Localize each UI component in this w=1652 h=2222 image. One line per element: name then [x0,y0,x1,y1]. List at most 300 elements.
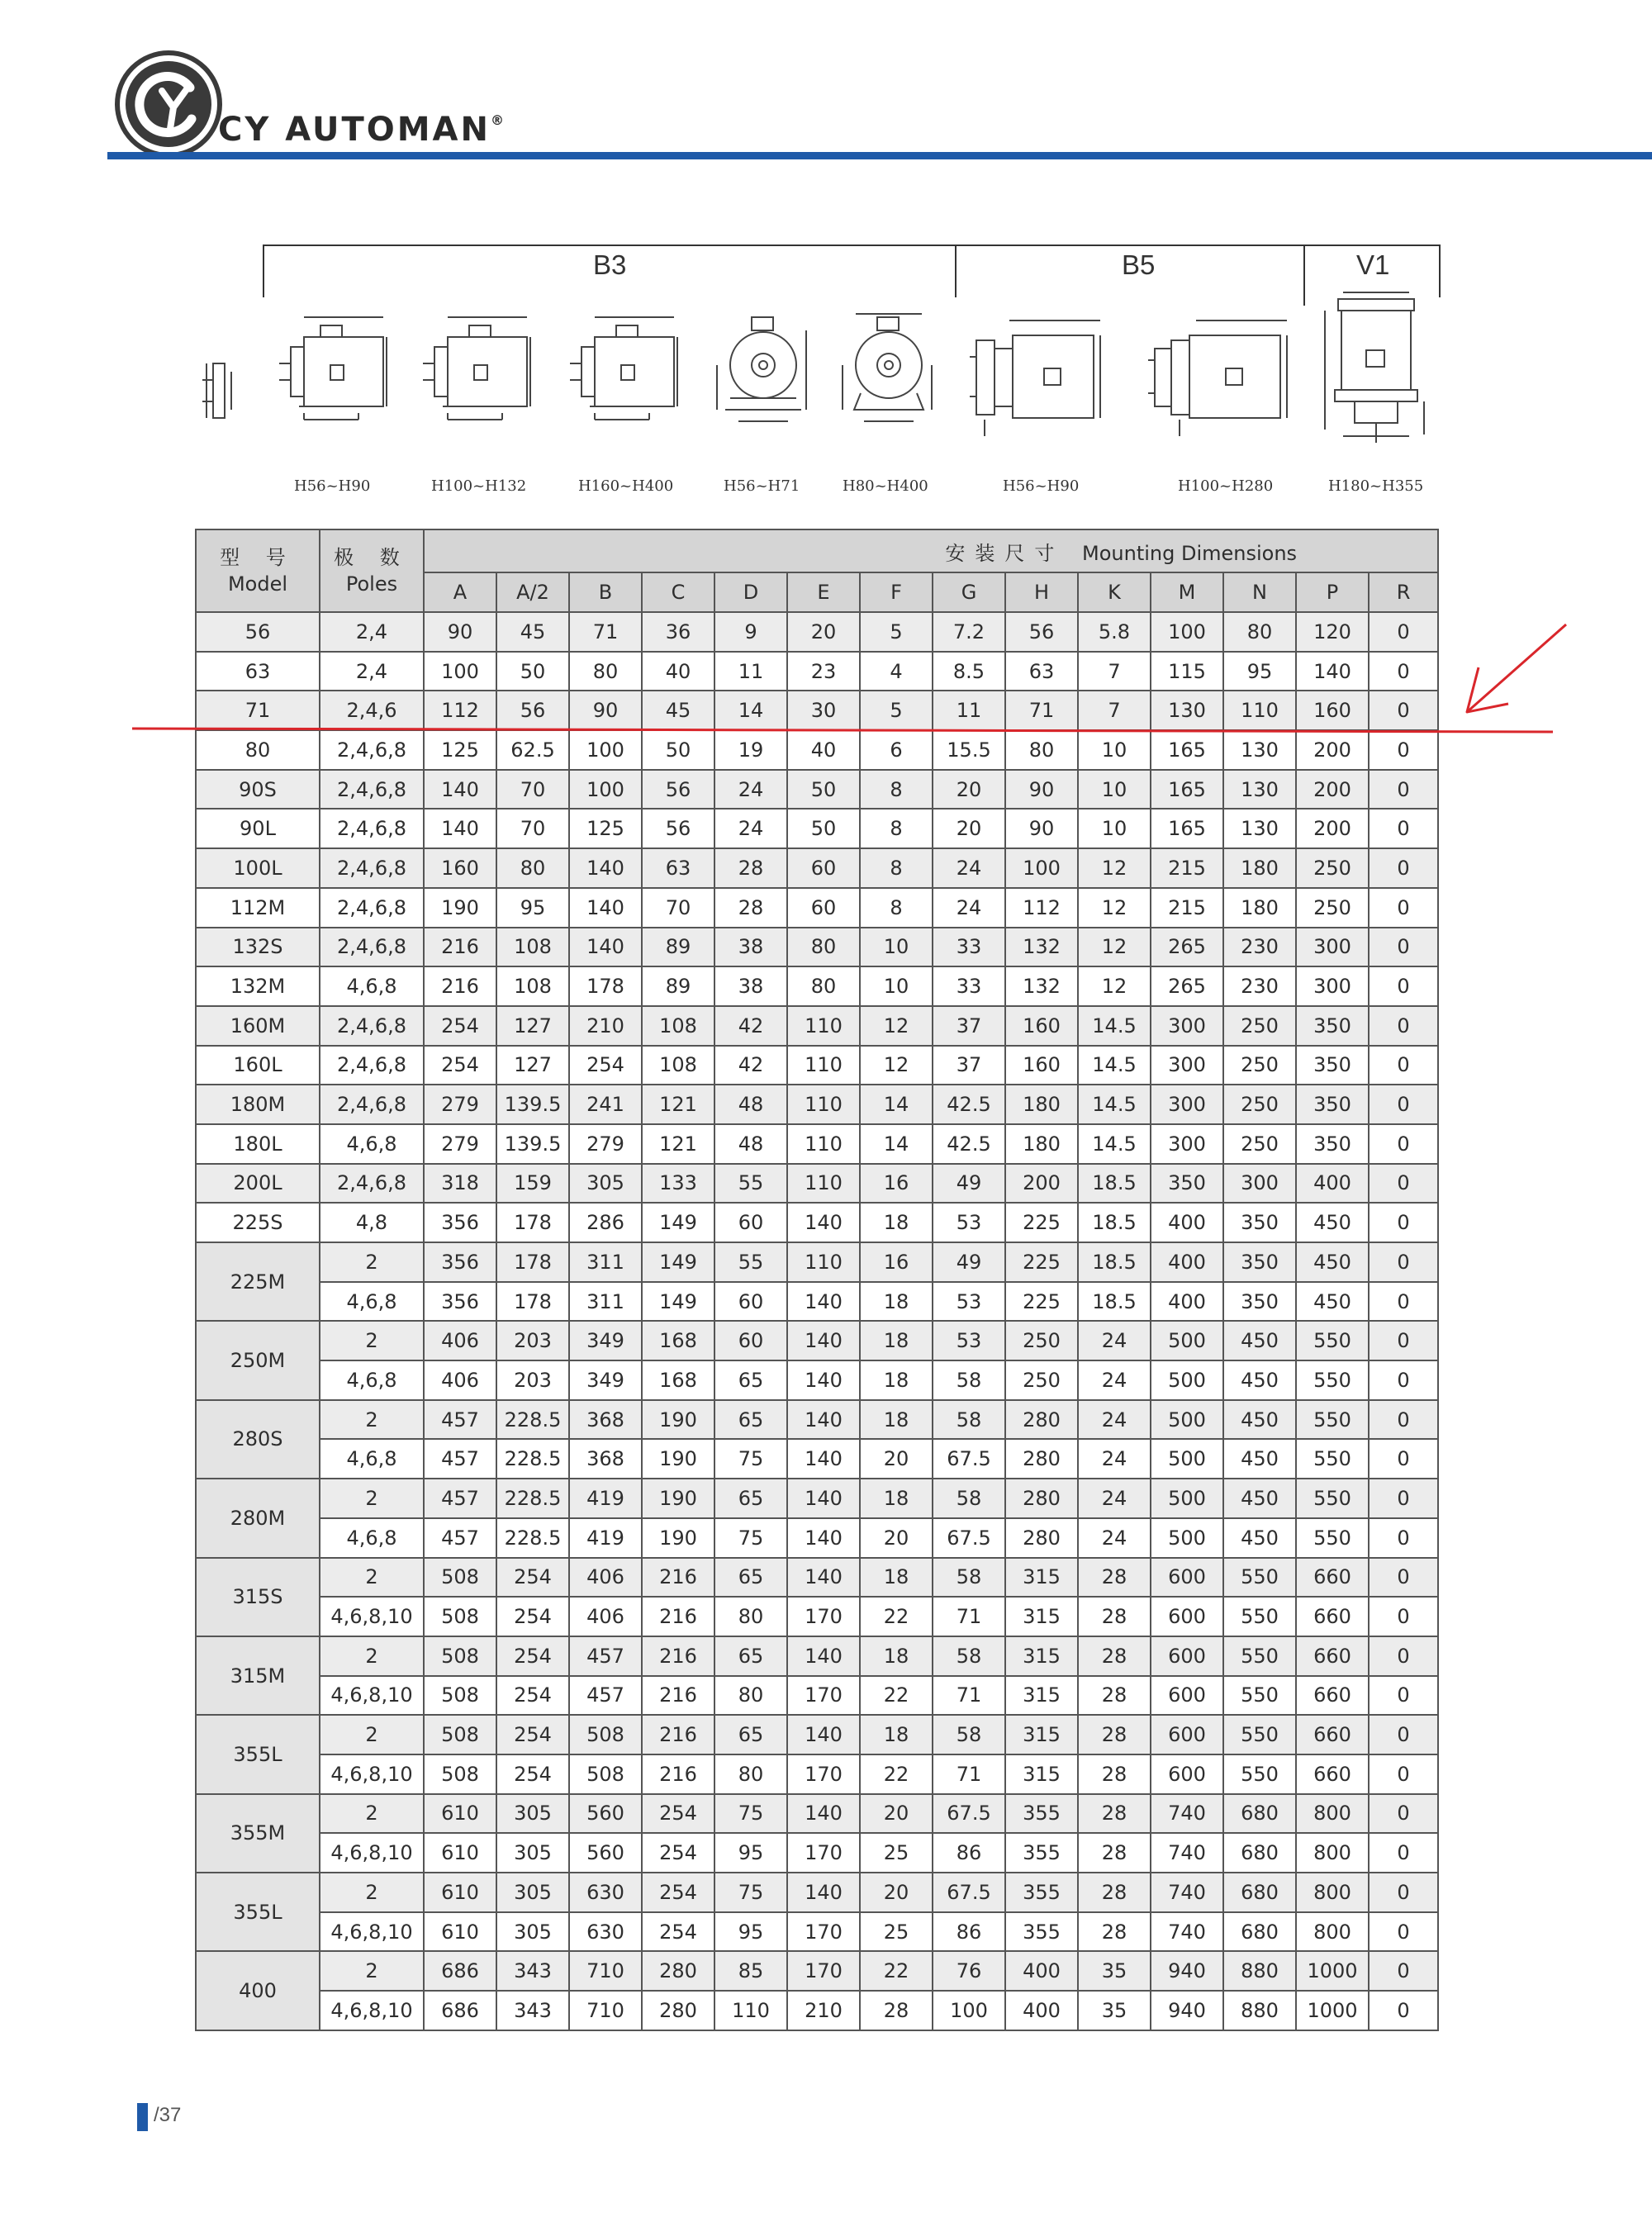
dimension-cell: 200 [1296,770,1369,810]
column-header: A/2 [496,572,569,612]
mounting-dimensions-table [195,529,1439,2031]
dimension-cell: 71 [1005,691,1078,730]
table-row [196,1991,1438,2030]
dimension-cell: 210 [787,1991,860,2030]
dimension-cell: 305 [496,1833,569,1873]
model-cell: 225M [196,1242,320,1321]
dimension-cell: 225 [1005,1203,1078,1242]
dimension-cell: 0 [1369,652,1438,691]
dimension-cell: 28 [714,888,787,928]
dimension-cell: 18 [860,1636,933,1676]
dimension-cell: 0 [1369,1282,1438,1322]
dimension-cell: 265 [1151,928,1223,967]
table-row [196,966,1438,1006]
dimension-cell: 23 [787,652,860,691]
dimension-cell: 610 [424,1873,496,1912]
dimension-cell: 355 [1005,1833,1078,1873]
dimension-cell: 279 [424,1124,496,1164]
model-cell: 132M [196,966,320,1006]
dimension-cell: 95 [1223,652,1296,691]
dimension-cell: 18 [860,1558,933,1598]
dimension-cell: 610 [424,1912,496,1952]
dimension-cell: 368 [569,1400,642,1440]
dimension-cell: 20 [860,1439,933,1479]
dimension-cell: 0 [1369,1636,1438,1676]
dimension-cell: 550 [1223,1715,1296,1754]
caption-4: H56~H71 [724,477,800,495]
dimension-cell: 50 [787,770,860,810]
dimension-cell: 12 [1078,928,1151,967]
poles-cell: 4,6,8 [320,1518,424,1558]
table-row [196,652,1438,691]
dimension-cell: 400 [1151,1282,1223,1322]
dimension-cell: 280 [1005,1518,1078,1558]
dimension-cell: 0 [1369,1518,1438,1558]
dimension-cell: 419 [569,1479,642,1518]
dimension-cell: 300 [1296,928,1369,967]
dimension-cell: 80 [1005,730,1078,770]
column-header: G [933,572,1005,612]
dimension-cell: 4 [860,652,933,691]
dimension-cell: 149 [642,1242,714,1282]
dimension-cell: 36 [642,612,714,652]
dimension-cell: 86 [933,1833,1005,1873]
dimension-cell: 254 [496,1558,569,1598]
dimension-cell: 165 [1151,730,1223,770]
header-dims-en: Mounting Dimensions [1082,541,1298,565]
dimension-cell: 190 [642,1439,714,1479]
dimension-cell: 254 [424,1046,496,1085]
dimension-cell: 508 [424,1597,496,1636]
poles-cell: 2 [320,1715,424,1754]
dimension-cell: 740 [1151,1794,1223,1834]
dimension-cell: 58 [933,1479,1005,1518]
dimension-cell: 108 [642,1006,714,1046]
dimension-cell: 265 [1151,966,1223,1006]
dimension-cell: 600 [1151,1558,1223,1598]
dimension-cell: 71 [933,1676,1005,1716]
dimension-cell: 0 [1369,1951,1438,1991]
dimension-cell: 14.5 [1078,1046,1151,1085]
poles-cell: 2,4,6,8 [320,1046,424,1085]
b3-side-view-h100-h132 [423,314,539,438]
dimension-cell: 28 [1078,1597,1151,1636]
dimension-cell: 24 [933,888,1005,928]
dimension-cell: 280 [1005,1479,1078,1518]
dimension-cell: 450 [1223,1518,1296,1558]
dimension-cell: 0 [1369,1597,1438,1636]
table-row [196,1321,1438,1360]
dimension-cell: 16 [860,1242,933,1282]
table-row [196,1676,1438,1716]
dimension-cell: 100 [933,1991,1005,2030]
dimension-cell: 58 [933,1360,1005,1400]
dimension-cell: 0 [1369,1242,1438,1282]
dimension-cell: 28 [1078,1754,1151,1794]
dimension-cell: 18.5 [1078,1242,1151,1282]
dimension-cell: 20 [933,809,1005,848]
dimension-cell: 300 [1151,1006,1223,1046]
dimension-cell: 355 [1005,1873,1078,1912]
dimension-cell: 550 [1296,1400,1369,1440]
poles-cell: 4,6,8 [320,1282,424,1322]
poles-cell: 2,4,6,8 [320,730,424,770]
dimension-cell: 100 [569,770,642,810]
dimension-cell: 400 [1151,1242,1223,1282]
dimension-cell: 368 [569,1439,642,1479]
dimension-cell: 305 [496,1794,569,1834]
dimension-cell: 228.5 [496,1518,569,1558]
dimension-cell: 80 [787,928,860,967]
table-row [196,1164,1438,1204]
annotation-arrow [1467,624,1566,712]
dimension-cell: 140 [787,1439,860,1479]
dimension-cell: 680 [1223,1833,1296,1873]
poles-cell: 2,4,6,8 [320,1164,424,1204]
dimension-cell: 800 [1296,1912,1369,1952]
dimension-cell: 355 [1005,1794,1078,1834]
dimension-cell: 550 [1296,1360,1369,1400]
dimension-cell: 80 [714,1676,787,1716]
dimension-cell: 14 [860,1085,933,1124]
dimension-cell: 140 [787,1203,860,1242]
column-header: D [714,572,787,612]
poles-cell: 4,6,8,10 [320,1912,424,1952]
dimension-cell: 216 [642,1676,714,1716]
dimension-cell: 280 [1005,1400,1078,1440]
dimension-cell: 0 [1369,1046,1438,1085]
dimension-cell: 25 [860,1912,933,1952]
dimension-cell: 63 [1005,652,1078,691]
dimension-cell: 75 [714,1873,787,1912]
table-row [196,1597,1438,1636]
dimension-cell: 133 [642,1164,714,1204]
dimension-cell: 180 [1223,888,1296,928]
dimension-cell: 250 [1005,1360,1078,1400]
dimension-cell: 24 [1078,1400,1151,1440]
dimension-cell: 250 [1296,848,1369,888]
dimension-cell: 457 [569,1676,642,1716]
model-cell: 80 [196,730,320,770]
dimension-cell: 355 [1005,1912,1078,1952]
dimension-cell: 0 [1369,1991,1438,2030]
table-row [196,1518,1438,1558]
dimension-cell: 58 [933,1558,1005,1598]
dimension-cell: 18 [860,1321,933,1360]
dimension-cell: 10 [1078,730,1151,770]
model-cell: 355L [196,1873,320,1951]
dimension-cell: 168 [642,1360,714,1400]
column-header: C [642,572,714,612]
dimension-cell: 406 [569,1597,642,1636]
poles-cell: 2 [320,1558,424,1598]
dimension-cell: 305 [496,1912,569,1952]
dimension-cell: 300 [1151,1085,1223,1124]
header-rule [107,152,1652,159]
column-header: M [1151,572,1223,612]
dimension-cell: 140 [787,1282,860,1322]
dimension-cell: 8 [860,848,933,888]
cy-automan-logo [114,50,223,159]
dimension-cell: 55 [714,1164,787,1204]
dimension-cell: 550 [1223,1558,1296,1598]
dimension-cell: 38 [714,966,787,1006]
dimension-cell: 800 [1296,1794,1369,1834]
table-row [196,1242,1438,1282]
dimension-cell: 250 [1223,1046,1296,1085]
table-row [196,1046,1438,1085]
caption-2: H100~H132 [431,477,527,495]
group-label-b5: B5 [1122,249,1156,280]
dimension-cell: 500 [1151,1439,1223,1479]
model-cell: 56 [196,612,320,652]
dimension-cell: 89 [642,928,714,967]
dimension-cell: 140 [787,1360,860,1400]
dimension-cell: 254 [642,1912,714,1952]
dimension-cell: 178 [496,1282,569,1322]
dimension-cell: 53 [933,1321,1005,1360]
dimension-cell: 680 [1223,1912,1296,1952]
dimension-cell: 254 [642,1833,714,1873]
dimension-cell: 160 [424,848,496,888]
dimension-cell: 140 [569,928,642,967]
dimension-cell: 350 [1223,1203,1296,1242]
dimension-cell: 500 [1151,1479,1223,1518]
dimension-cell: 10 [1078,770,1151,810]
dimension-cell: 419 [569,1518,642,1558]
dimension-cell: 8 [860,888,933,928]
dimension-cell: 100 [424,652,496,691]
poles-cell: 2 [320,1242,424,1282]
dimension-cell: 80 [496,848,569,888]
dimension-cell: 450 [1223,1439,1296,1479]
dimension-cell: 0 [1369,612,1438,652]
table-row [196,1203,1438,1242]
dimension-cell: 110 [1223,691,1296,730]
dimension-cell: 159 [496,1164,569,1204]
dimension-cell: 160 [1296,691,1369,730]
dimension-cell: 60 [714,1203,787,1242]
model-cell: 132S [196,928,320,967]
dimension-cell: 65 [714,1479,787,1518]
model-cell: 280S [196,1400,320,1479]
dimension-cell: 60 [714,1282,787,1322]
dimension-cell: 5 [860,612,933,652]
poles-cell: 2,4,6 [320,691,424,730]
dimension-cell: 90 [569,691,642,730]
dimension-cell: 550 [1296,1321,1369,1360]
dimension-cell: 71 [933,1754,1005,1794]
column-header: K [1078,572,1151,612]
dimension-cell: 180 [1005,1085,1078,1124]
caption-8: H180~H355 [1328,477,1424,495]
dimension-cell: 600 [1151,1676,1223,1716]
dimension-cell: 300 [1223,1164,1296,1204]
dimension-cell: 200 [1005,1164,1078,1204]
table-row [196,1439,1438,1479]
dimension-cell: 70 [496,809,569,848]
dimension-cell: 178 [569,966,642,1006]
dimension-cell: 178 [496,1203,569,1242]
dimension-cell: 457 [424,1400,496,1440]
dimension-cell: 140 [787,1479,860,1518]
dimension-cell: 170 [787,1597,860,1636]
dimension-cell: 508 [424,1754,496,1794]
dimension-cell: 110 [714,1991,787,2030]
dimension-cell: 24 [714,770,787,810]
poles-cell: 2,4,6,8 [320,770,424,810]
v1-vertical-view-h180-h355 [1318,289,1434,454]
dimension-cell: 10 [1078,809,1151,848]
dimension-cell: 200 [1296,809,1369,848]
dimension-cell: 216 [642,1636,714,1676]
model-cell: 355L [196,1715,320,1793]
column-header: F [860,572,933,612]
dimension-cell: 60 [787,848,860,888]
dimension-cell: 140 [569,848,642,888]
dimension-cell: 216 [642,1715,714,1754]
dimension-cell: 28 [1078,1833,1151,1873]
dimension-cell: 228.5 [496,1479,569,1518]
dimension-cell: 18.5 [1078,1203,1151,1242]
dimension-cell: 127 [496,1006,569,1046]
dimension-cell: 550 [1223,1597,1296,1636]
poles-cell: 4,6,8,10 [320,1597,424,1636]
dimension-cell: 67.5 [933,1873,1005,1912]
header-poles-en: Poles [345,572,398,596]
dimension-cell: 216 [642,1558,714,1598]
page-number: /37 [154,2104,182,2126]
dimension-cell: 18.5 [1078,1282,1151,1322]
dimension-cell: 318 [424,1164,496,1204]
mounting-diagrams [0,240,1652,512]
dimension-cell: 0 [1369,730,1438,770]
dimension-cell: 80 [714,1754,787,1794]
dimension-cell: 28 [1078,1912,1151,1952]
dimension-cell: 58 [933,1400,1005,1440]
dimension-cell: 710 [569,1951,642,1991]
dimension-cell: 0 [1369,1873,1438,1912]
dimension-cell: 254 [642,1794,714,1834]
dimension-cell: 0 [1369,1124,1438,1164]
dimension-cell: 0 [1369,1479,1438,1518]
dimension-cell: 42.5 [933,1085,1005,1124]
dimension-cell: 60 [714,1321,787,1360]
table-row [196,809,1438,848]
dimension-cell: 100 [1005,848,1078,888]
b3-end-view-h56-h71 [714,311,813,443]
dimension-cell: 115 [1151,652,1223,691]
dimension-cell: 560 [569,1833,642,1873]
dimension-cell: 254 [496,1754,569,1794]
dimension-cell: 0 [1369,1439,1438,1479]
dimension-cell: 5 [860,691,933,730]
dimension-cell: 85 [714,1951,787,1991]
dimension-cell: 140 [424,809,496,848]
dimension-cell: 15.5 [933,730,1005,770]
dimension-cell: 0 [1369,1321,1438,1360]
table-row [196,848,1438,888]
dimension-cell: 50 [787,809,860,848]
dimension-cell: 35 [1078,1951,1151,1991]
model-cell: 315M [196,1636,320,1715]
dimension-cell: 305 [496,1873,569,1912]
table-row [196,1558,1438,1598]
dimension-cell: 600 [1151,1715,1223,1754]
caption-6: H56~H90 [1003,477,1080,495]
dimension-cell: 125 [569,809,642,848]
dimension-cell: 56 [642,809,714,848]
dimension-cell: 140 [1296,652,1369,691]
dimension-cell: 350 [1296,1046,1369,1085]
dimension-cell: 356 [424,1242,496,1282]
poles-cell: 4,6,8,10 [320,1991,424,2030]
dimension-cell: 7 [1078,691,1151,730]
model-cell: 355M [196,1794,320,1873]
dimension-cell: 65 [714,1558,787,1598]
dimension-cell: 76 [933,1951,1005,1991]
dimension-cell: 406 [424,1321,496,1360]
caption-3: H160~H400 [578,477,674,495]
dimension-cell: 241 [569,1085,642,1124]
dimension-cell: 0 [1369,1558,1438,1598]
dimension-cell: 457 [569,1636,642,1676]
poles-cell: 4,6,8 [320,1360,424,1400]
dimension-cell: 22 [860,1676,933,1716]
b3-side-view-h160-h400 [570,314,686,438]
poles-cell: 2,4,6,8 [320,1006,424,1046]
dimension-cell: 350 [1296,1124,1369,1164]
poles-cell: 4,6,8 [320,1439,424,1479]
model-cell: 315S [196,1558,320,1636]
dimension-cell: 343 [496,1991,569,2030]
dimension-cell: 140 [787,1873,860,1912]
dimension-cell: 311 [569,1282,642,1322]
b3-end-view-h80-h400 [839,311,938,443]
dimension-cell: 121 [642,1124,714,1164]
dimension-cell: 0 [1369,809,1438,848]
dimension-cell: 0 [1369,1085,1438,1124]
dimension-cell: 170 [787,1754,860,1794]
table-row [196,888,1438,928]
table-row [196,1754,1438,1794]
dimension-cell: 1000 [1296,1991,1369,2030]
dimension-cell: 130 [1223,770,1296,810]
poles-cell: 2,4,6,8 [320,888,424,928]
dimension-cell: 65 [714,1360,787,1400]
dimension-cell: 112 [424,691,496,730]
poles-cell: 4,6,8 [320,1124,424,1164]
dimension-cell: 10 [860,966,933,1006]
dimension-cell: 28 [1078,1676,1151,1716]
dimension-cell: 349 [569,1360,642,1400]
dimension-cell: 315 [1005,1754,1078,1794]
dimension-cell: 40 [642,652,714,691]
poles-cell: 2 [320,1321,424,1360]
dimension-cell: 70 [642,888,714,928]
dimension-cell: 14.5 [1078,1006,1151,1046]
dimension-cell: 450 [1296,1203,1369,1242]
b5-flange-view-h56-h90 [968,316,1108,439]
model-cell: 280M [196,1479,320,1557]
dimension-cell: 660 [1296,1754,1369,1794]
poles-cell: 2 [320,1400,424,1440]
dimension-cell: 90 [1005,809,1078,848]
dimension-cell: 500 [1151,1321,1223,1360]
model-cell: 160L [196,1046,320,1085]
dimension-cell: 406 [424,1360,496,1400]
table-row [196,1006,1438,1046]
